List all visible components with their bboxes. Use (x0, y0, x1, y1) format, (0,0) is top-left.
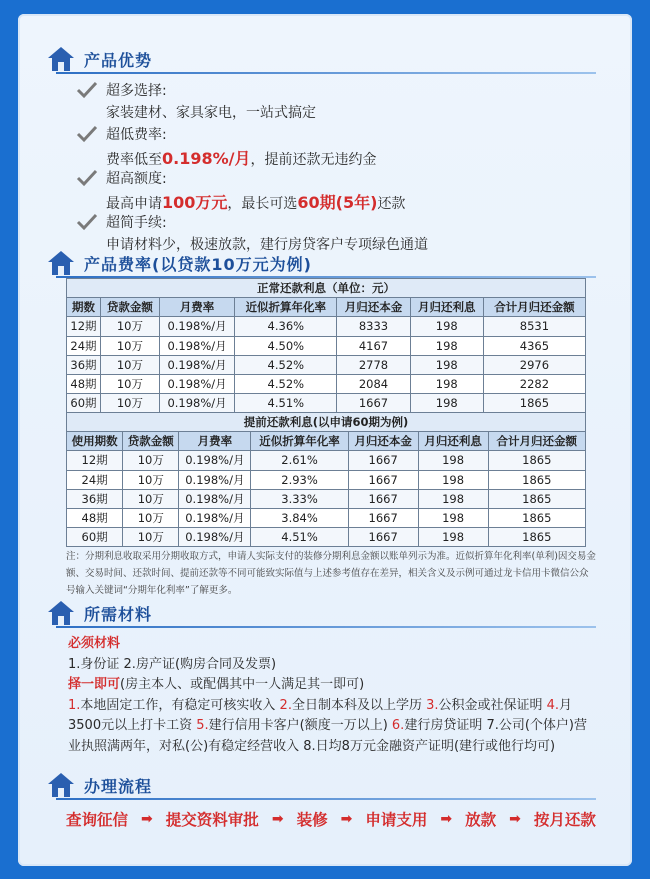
section-divider (56, 626, 596, 628)
table-header-cell: 使用期数 (67, 432, 123, 451)
section-divider (56, 72, 596, 74)
table-cell: 198 (410, 374, 483, 393)
process-step: 放款 (465, 811, 497, 829)
table-cell: 198 (410, 317, 483, 336)
process-step: 提交资料审批 (165, 811, 259, 829)
section-divider (56, 798, 596, 800)
checkmark-icon (76, 212, 98, 232)
table-row (67, 508, 586, 527)
section-header-materials (46, 598, 606, 628)
table-cell: 1865 (483, 394, 585, 413)
process-step: 装修 (296, 811, 328, 829)
table-cell: 2084 (337, 374, 410, 393)
section-title: 办理流程 (84, 776, 153, 796)
table-row (67, 489, 586, 508)
must-materials-items: 1.身份证 2.房产证(购房合同及发票) (68, 656, 277, 672)
arrow-right-icon: ➡ (340, 811, 353, 827)
section-header-advantages (46, 44, 606, 74)
section-title: 产品费率(以贷款10万元为例) (84, 254, 312, 274)
house-icon (46, 45, 76, 73)
table-cell: 12期 (67, 317, 101, 336)
table-cell: 4.50% (235, 336, 337, 355)
table-cell: 4.52% (235, 355, 337, 374)
table-header-cell: 合计月归还金额 (488, 432, 585, 451)
table-cell: 0.198%/月 (159, 355, 234, 374)
table-cell: 8333 (337, 317, 410, 336)
table-header-cell: 合计月归还金额 (483, 298, 585, 317)
arrow-right-icon: ➡ (440, 811, 453, 827)
table-cell: 198 (418, 489, 488, 508)
advantage-desc: 费率低至0.198%/月，提前还款无违约金 (106, 149, 377, 168)
table-cell: 198 (410, 355, 483, 374)
table-cell: 2282 (483, 374, 585, 393)
advantage-title: 超低费率: (106, 127, 167, 143)
process-flow (66, 806, 596, 832)
table-caption: 正常还款利息（单位：元） (67, 279, 586, 298)
table-cell: 24期 (67, 336, 101, 355)
arrow-right-icon: ➡ (509, 811, 521, 827)
advantage-item (76, 124, 596, 168)
table-cell: 12期 (67, 451, 123, 470)
section-title: 所需材料 (84, 604, 153, 624)
house-icon (46, 771, 76, 799)
table-cell: 10万 (123, 508, 179, 527)
materials-block (68, 634, 598, 757)
table-cell: 4365 (483, 336, 585, 355)
table-row (67, 336, 586, 355)
table-cell: 1865 (488, 489, 585, 508)
table-cell: 10万 (123, 451, 179, 470)
process-step: 查询征信 (66, 811, 129, 829)
table-cell: 10万 (100, 394, 159, 413)
arrow-right-icon: ➡ (141, 811, 153, 827)
arrow-right-icon: ➡ (271, 811, 284, 827)
advantage-item (76, 80, 596, 124)
table-header-cell: 贷款金额 (123, 432, 179, 451)
table-cell: 4167 (337, 336, 410, 355)
table-cell: 10万 (100, 374, 159, 393)
table-header-cell: 月费率 (179, 432, 251, 451)
table-cell: 0.198%/月 (159, 336, 234, 355)
table-cell: 60期 (67, 528, 123, 547)
table-cell: 36期 (67, 489, 123, 508)
rates-table-prepayment (66, 412, 586, 547)
checkmark-icon (76, 168, 98, 188)
section-title: 产品优势 (84, 50, 153, 70)
table-cell: 2.93% (251, 470, 348, 489)
table-header-cell: 贷款金额 (100, 298, 159, 317)
choice-list: 1.本地固定工作，有稳定可核实收入 2.全日制本科及以上学历 3.公积金或社保证明 4.月3500元以上打卡工资 5.建行信用卡客户(额度一万以上) 6.建行房贷证明 7.公司(个体户)营业执照满两年，对私(公)有稳定经营收入 8.日均8万元金融资产证明(建行或他行均可) (68, 697, 588, 754)
process-step: 申请支用 (365, 811, 428, 829)
table-cell: 4.36% (235, 317, 337, 336)
table-cell: 10万 (100, 336, 159, 355)
table-row (67, 317, 586, 336)
table-header-cell: 月归还本金 (348, 432, 418, 451)
table-row (67, 470, 586, 489)
table-cell: 1865 (488, 470, 585, 489)
rates-footnote: 注：分期利息收取采用分期收取方式，申请人实际支付的装修分期利息金额以账单列示为准。近似折算年化利率(单利)因交易金额、交易时间、还款时间、提前还款等不同可能致实际值与上述参考值存在差异，相关含义及示例可通过龙卡信用卡微信公众号输入关键词“分期年化利率”了解更多。 (66, 551, 596, 596)
table-cell: 198 (418, 508, 488, 527)
table-row (67, 528, 586, 547)
table-header-cell: 月费率 (159, 298, 234, 317)
table-cell: 1667 (348, 451, 418, 470)
table-cell: 3.84% (251, 508, 348, 527)
table-cell: 1667 (348, 470, 418, 489)
table-cell: 2.61% (251, 451, 348, 470)
table-cell: 10万 (100, 355, 159, 374)
table-header-cell: 月归还利息 (410, 298, 483, 317)
section-header-rates (46, 248, 606, 278)
table-cell: 10万 (123, 470, 179, 489)
table-row (67, 451, 586, 470)
table-cell: 10万 (123, 489, 179, 508)
advantage-desc: 申请材料少，极速放款，建行房贷客户专项绿色通道 (106, 237, 428, 253)
table-header-cell: 期数 (67, 298, 101, 317)
table-cell: 198 (418, 451, 488, 470)
table-cell: 48期 (67, 374, 101, 393)
advantage-title: 超简手续: (106, 215, 167, 231)
table-cell: 1865 (488, 528, 585, 547)
table-cell: 198 (410, 336, 483, 355)
table-cell: 4.51% (251, 528, 348, 547)
advantage-desc: 最高申请100万元，最长可选60期(5年)还款 (106, 193, 406, 212)
table-cell: 48期 (67, 508, 123, 527)
process-step: 按月还款 (533, 811, 596, 829)
table-cell: 198 (418, 470, 488, 489)
advantages-list (76, 80, 596, 256)
table-cell: 36期 (67, 355, 101, 374)
table-header-cell: 月归还利息 (418, 432, 488, 451)
table-row (67, 374, 586, 393)
table-cell: 8531 (483, 317, 585, 336)
table-cell: 60期 (67, 394, 101, 413)
table-cell: 198 (418, 528, 488, 547)
table-cell: 1667 (348, 489, 418, 508)
table-cell: 1865 (488, 451, 585, 470)
table-cell: 0.198%/月 (159, 317, 234, 336)
advantage-title: 超多选择: (106, 83, 167, 99)
table-row (67, 355, 586, 374)
table-cell: 0.198%/月 (159, 394, 234, 413)
checkmark-icon (76, 124, 98, 144)
table-cell: 24期 (67, 470, 123, 489)
table-cell: 0.198%/月 (159, 374, 234, 393)
table-cell: 0.198%/月 (179, 489, 251, 508)
rates-table-normal (66, 278, 586, 413)
table-cell: 1667 (337, 394, 410, 413)
table-header-cell: 近似折算年化率 (251, 432, 348, 451)
house-icon (46, 249, 76, 277)
checkmark-icon (76, 80, 98, 100)
table-cell: 198 (410, 394, 483, 413)
table-row (67, 394, 586, 413)
choose-one-line: 择一即可(房主本人、或配偶其中一人满足其一即可) (68, 677, 365, 692)
table-cell: 0.198%/月 (179, 508, 251, 527)
advantage-title: 超高额度: (106, 171, 167, 187)
table-cell: 10万 (123, 528, 179, 547)
table-cell: 0.198%/月 (179, 528, 251, 547)
table-cell: 1667 (348, 508, 418, 527)
table-header-cell: 近似折算年化率 (235, 298, 337, 317)
table-cell: 0.198%/月 (179, 470, 251, 489)
table-cell: 4.52% (235, 374, 337, 393)
table-caption: 提前还款利息(以申请60期为例) (67, 413, 586, 432)
table-cell: 0.198%/月 (179, 451, 251, 470)
section-header-process (46, 770, 606, 800)
table-cell: 1865 (488, 508, 585, 527)
table-cell: 2976 (483, 355, 585, 374)
must-materials-label: 必须材料 (68, 636, 121, 651)
advantage-item (76, 168, 596, 212)
table-cell: 4.51% (235, 394, 337, 413)
table-cell: 1667 (348, 528, 418, 547)
table-header-cell: 月归还本金 (337, 298, 410, 317)
house-icon (46, 599, 76, 627)
table-cell: 3.33% (251, 489, 348, 508)
advantage-desc: 家装建材、家具家电，一站式搞定 (106, 105, 316, 121)
table-cell: 2778 (337, 355, 410, 374)
table-cell: 10万 (100, 317, 159, 336)
